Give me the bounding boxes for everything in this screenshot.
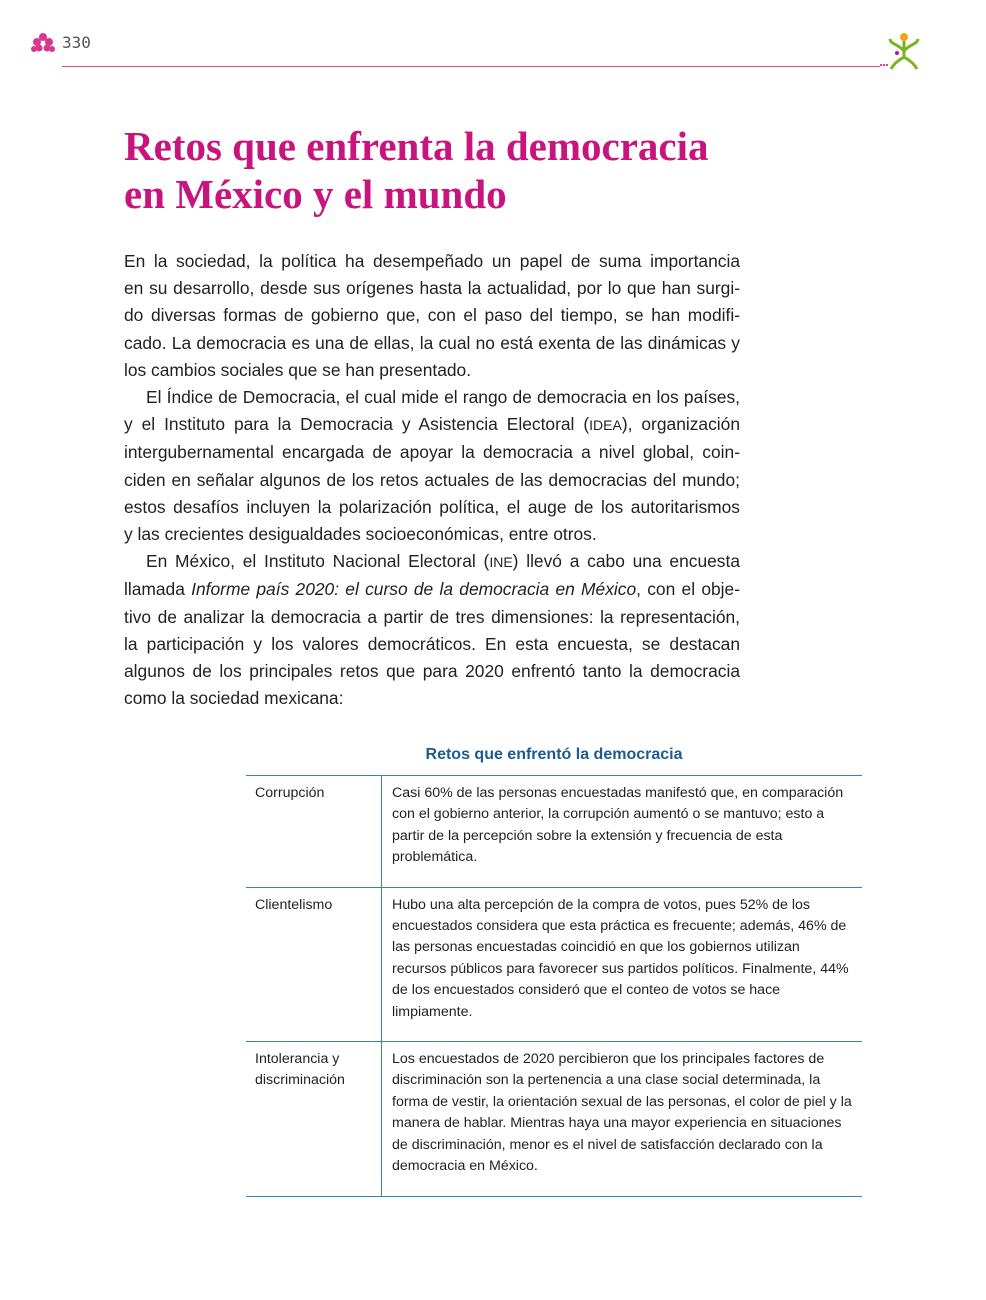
report-title: Informe país 2020: el curso de la democracia en México [191, 579, 637, 600]
text-fragment: , con el obje- [636, 579, 741, 600]
abbreviation-ine: INE [489, 554, 513, 571]
text-fragment: ) llevó a cabo una encuesta [512, 551, 740, 572]
text-line: la participación y los valores democráticos. En esta encuesta, se destacan [124, 633, 740, 654]
row-label: Corrupción [246, 776, 382, 888]
text-fragment: y el Instituto para la Democracia y Asistencia Electoral ( [124, 414, 590, 435]
text-line: intergubernamental encargada de apoyar la democracia a nivel global, coin- [124, 442, 740, 463]
table-row [246, 887, 862, 1041]
title-line-2: en México y el mundo [124, 171, 507, 217]
text-line [124, 576, 740, 603]
text-fragment: En México, el Instituto Nacional Electoral ( [146, 551, 490, 572]
text-line: El Índice de Democracia, el cual mide el rango de democracia en los países, [146, 387, 740, 408]
text-fragment: llamada [124, 579, 192, 600]
text-line: do diversas formas de gobierno que, con el paso del tiempo, se han modifi- [124, 305, 740, 326]
paragraph-1 [124, 248, 740, 384]
row-description: Los encuestados de 2020 percibieron que los principales factores de discriminación son la pertenencia a una clase social determinada, la forma de vestir, la orientación sexual de las personas, el color de piel y la manera de hablar. Mientras haya una mayor experiencia en situaciones de discriminación, menor es el nivel de satisfacción declarado con la democracia en México. [392, 1051, 852, 1175]
text-line: En la sociedad, la política ha desempeñado un papel de suma importancia [124, 251, 740, 271]
paragraph-2 [124, 384, 740, 548]
row-description: Hubo una alta percepción de la compra de votos, pues 52% de los encuestados considera que esta práctica es frecuente; además, 46% de las personas encuestadas coincidió en que los gobiernos utilizan recursos públicos para favorecer sus partidos políticos. Finalmente, 44% de los encuestados consideró que el conteo de votos se hace limpiamente. [392, 896, 849, 1020]
table-row [246, 1042, 862, 1196]
text-line: en su desarrollo, desde sus orígenes hasta la actualidad, por lo que han surgi- [124, 278, 740, 299]
text-line: cado. La democracia es una de ellas, la cual no está exenta de las dinámicas y [124, 332, 740, 353]
text-line: tivo de analizar la democracia a partir de tres dimensiones: la representación, [124, 606, 740, 627]
row-label: Intolerancia y discriminación [246, 1042, 382, 1196]
table-title: Retos que enfrentó la democracia [425, 746, 683, 763]
page-header [0, 0, 986, 80]
text-line: ciden en señalar algunos de los retos actuales de las democracias del mundo; [124, 469, 740, 490]
text-line: y las crecientes desigualdades socioeconómicas, entre otros. [124, 524, 597, 545]
text-line: algunos de los principales retos que para 2020 enfrentó tanto la democracia [124, 661, 740, 682]
text-fragment: ), organización [621, 414, 740, 435]
challenges-table [246, 775, 862, 1197]
title-line-1: Retos que enfrenta la democracia [124, 123, 709, 169]
body-text [124, 248, 740, 712]
text-line: estos desafíos incluyen la polarización política, el auge de los autoritarismos [124, 496, 740, 517]
text-line [124, 548, 740, 576]
text-line [124, 411, 740, 439]
page-number: 330 [62, 33, 91, 52]
text-line: los cambios sociales que se han presentado. [124, 359, 472, 380]
sprout-logo-icon [885, 31, 923, 71]
header-rule [62, 66, 880, 67]
table-row [246, 776, 862, 888]
flower-icon [30, 31, 56, 55]
page-title [124, 122, 824, 218]
text-line: como la sociedad mexicana: [124, 688, 344, 709]
row-description: Casi 60% de las personas encuestadas manifestó que, en comparación con el gobierno anterior, la corrupción aumentó o se mantuvo; esto a partir de la percepción sobre la extensión y frecuencia de esta problemática. [392, 785, 844, 866]
abbreviation-idea: IDEA [589, 417, 622, 434]
row-label: Clientelismo [246, 887, 382, 1041]
paragraph-3 [124, 548, 740, 712]
